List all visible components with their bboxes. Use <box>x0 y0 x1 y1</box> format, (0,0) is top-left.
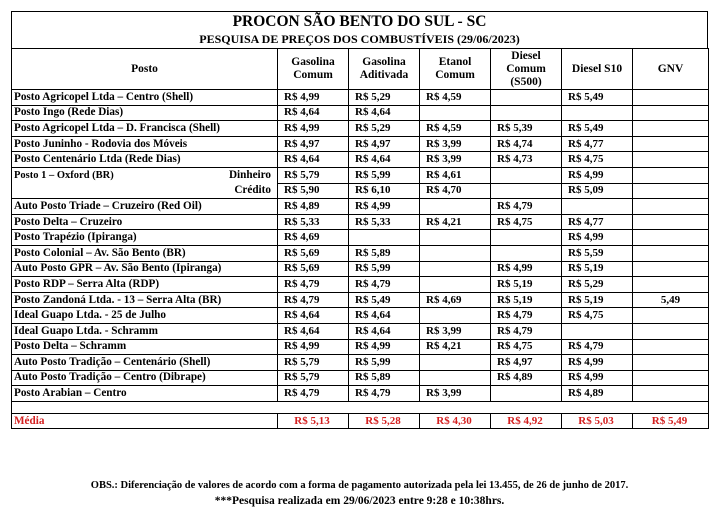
table-row <box>12 355 709 371</box>
price-cell: R$ 4,61 <box>420 167 491 183</box>
station-name: Posto 1 – Oxford (BR) Dinheiro <box>12 167 278 183</box>
table-row <box>12 386 709 402</box>
price-cell: R$ 5,79 <box>278 355 349 371</box>
table-row <box>12 167 709 183</box>
price-cell: R$ 4,75 <box>562 308 633 324</box>
price-cell: R$ 4,73 <box>491 152 562 168</box>
price-cell: R$ 4,79 <box>491 323 562 339</box>
price-cell: R$ 4,21 <box>420 214 491 230</box>
station-name: Posto Trapézio (Ipiranga) <box>12 230 278 246</box>
col-header-diesel-s10: Diesel S10 <box>562 49 633 90</box>
average-label: Média <box>12 413 278 429</box>
price-cell: R$ 5,19 <box>562 292 633 308</box>
price-cell: R$ 5,49 <box>562 121 633 137</box>
price-cell: R$ 4,89 <box>562 386 633 402</box>
price-cell: R$ 4,89 <box>278 199 349 215</box>
price-cell: R$ 4,97 <box>278 136 349 152</box>
price-cell: R$ 4,79 <box>278 292 349 308</box>
price-cell-gnv <box>633 152 709 168</box>
price-cell: R$ 5,49 <box>562 90 633 106</box>
table-row <box>12 323 709 339</box>
survey-footnote: ***Pesquisa realizada em 29/06/2023 entre 9:28 e 10:38hrs. <box>214 495 505 507</box>
price-cell: R$ 5,89 <box>349 370 420 386</box>
table-row <box>12 199 709 215</box>
col-header-gnv: GNV <box>633 49 709 90</box>
table-row <box>12 292 709 308</box>
price-cell: R$ 4,99 <box>562 167 633 183</box>
price-cell <box>491 386 562 402</box>
price-cell: R$ 5,33 <box>349 214 420 230</box>
price-cell: R$ 5,19 <box>562 261 633 277</box>
price-cell-gnv <box>633 105 709 121</box>
price-cell: R$ 4,99 <box>278 339 349 355</box>
price-cell <box>420 277 491 293</box>
price-survey-sheet <box>11 11 708 429</box>
price-cell: R$ 4,64 <box>349 308 420 324</box>
station-name: Posto Juninho - Rodovia dos Móveis <box>12 136 278 152</box>
price-cell: R$ 5,39 <box>491 121 562 137</box>
station-name: Posto Zandoná Ltda. - 13 – Serra Alta (BR) <box>12 292 278 308</box>
price-cell-gnv <box>633 323 709 339</box>
price-cell-gnv <box>633 183 709 199</box>
price-cell: R$ 4,64 <box>278 308 349 324</box>
price-cell: R$ 4,64 <box>349 152 420 168</box>
table-row <box>12 152 709 168</box>
price-cell: R$ 5,89 <box>349 245 420 261</box>
price-cell: R$ 4,69 <box>420 292 491 308</box>
price-cell: R$ 5,33 <box>278 214 349 230</box>
payment-option: Crédito <box>12 183 278 199</box>
price-cell-gnv <box>633 245 709 261</box>
table-row <box>12 105 709 121</box>
price-cell: R$ 4,64 <box>349 105 420 121</box>
table-row <box>12 308 709 324</box>
price-cell: R$ 4,79 <box>491 308 562 324</box>
page-title: PROCON SÃO BENTO DO SUL - SC <box>232 13 487 30</box>
price-cell: R$ 4,75 <box>491 339 562 355</box>
average-row <box>12 413 709 429</box>
col-header-diesel-comum: Diesel Comum (S500) <box>491 49 562 90</box>
obs-note: OBS.: Diferenciação de valores de acordo com a forma de pagamento autorizada pela lei 13.455, de 26 de junho de 2017. <box>90 480 629 491</box>
price-cell-gnv <box>633 308 709 324</box>
price-cell <box>491 230 562 246</box>
price-cell: R$ 4,79 <box>349 277 420 293</box>
price-cell-gnv <box>633 386 709 402</box>
table-row <box>12 277 709 293</box>
price-cell <box>420 261 491 277</box>
price-cell: R$ 4,79 <box>278 277 349 293</box>
table-row <box>12 245 709 261</box>
table-row <box>12 121 709 137</box>
price-cell: R$ 4,59 <box>420 90 491 106</box>
station-name: Posto Agricopel Ltda – Centro (Shell) <box>12 90 278 106</box>
average-value: R$ 5,49 <box>633 413 709 429</box>
price-cell <box>349 230 420 246</box>
price-cell <box>420 105 491 121</box>
price-cell: R$ 4,64 <box>349 323 420 339</box>
table-row <box>12 214 709 230</box>
price-cell: R$ 4,79 <box>349 386 420 402</box>
price-cell-gnv <box>633 121 709 137</box>
price-cell: R$ 5,29 <box>349 90 420 106</box>
price-cell: R$ 5,69 <box>278 245 349 261</box>
price-cell: R$ 5,29 <box>562 277 633 293</box>
price-cell: R$ 5,90 <box>278 183 349 199</box>
price-cell: R$ 5,19 <box>491 277 562 293</box>
col-header-etanol: Etanol Comum <box>420 49 491 90</box>
price-cell: R$ 4,75 <box>562 152 633 168</box>
price-cell: R$ 4,99 <box>349 339 420 355</box>
station-name: Posto Arabian – Centro <box>12 386 278 402</box>
average-value: R$ 5,28 <box>349 413 420 429</box>
price-cell <box>420 308 491 324</box>
price-cell: R$ 5,19 <box>491 292 562 308</box>
price-cell: R$ 5,99 <box>349 167 420 183</box>
price-cell-gnv <box>633 230 709 246</box>
price-cell-gnv <box>633 339 709 355</box>
price-cell <box>562 323 633 339</box>
station-name: Auto Posto Tradição – Centro (Dibrape) <box>12 370 278 386</box>
average-value: R$ 5,03 <box>562 413 633 429</box>
price-cell-gnv <box>633 214 709 230</box>
price-cell: R$ 5,69 <box>278 261 349 277</box>
spacer-row <box>12 401 709 413</box>
station-name: Posto Delta – Schramm <box>12 339 278 355</box>
price-cell: R$ 5,29 <box>349 121 420 137</box>
price-cell: R$ 4,79 <box>491 199 562 215</box>
price-cell: R$ 4,77 <box>562 136 633 152</box>
station-name: Posto Colonial – Av. São Bento (BR) <box>12 245 278 261</box>
price-cell: R$ 5,79 <box>278 167 349 183</box>
price-cell: R$ 4,99 <box>349 199 420 215</box>
average-value: R$ 4,92 <box>491 413 562 429</box>
price-cell <box>491 105 562 121</box>
price-cell: R$ 4,99 <box>278 90 349 106</box>
price-cell: R$ 3,99 <box>420 323 491 339</box>
price-cell: R$ 4,97 <box>349 136 420 152</box>
station-name: Posto Delta – Cruzeiro <box>12 214 278 230</box>
price-cell: R$ 4,79 <box>278 386 349 402</box>
price-cell: R$ 4,74 <box>491 136 562 152</box>
price-cell: R$ 4,21 <box>420 339 491 355</box>
station-name: Ideal Guapo Ltda. - Schramm <box>12 323 278 339</box>
price-cell: R$ 5,99 <box>349 355 420 371</box>
table-row <box>12 183 709 199</box>
station-name: Posto Agricopel Ltda – D. Francisca (Shell) <box>12 121 278 137</box>
price-cell: R$ 4,64 <box>278 323 349 339</box>
payment-option: Dinheiro <box>228 169 271 182</box>
price-cell: R$ 4,70 <box>420 183 491 199</box>
price-cell: R$ 5,49 <box>349 292 420 308</box>
price-cell: R$ 3,99 <box>420 136 491 152</box>
table-row <box>12 90 709 106</box>
price-cell-gnv <box>633 136 709 152</box>
price-cell-gnv <box>633 199 709 215</box>
price-cell: R$ 4,89 <box>491 370 562 386</box>
col-header-posto: Posto <box>12 49 278 90</box>
price-cell <box>420 245 491 261</box>
station-name: Posto Centenário Ltda (Rede Dias) <box>12 152 278 168</box>
price-cell <box>420 370 491 386</box>
col-header-gasolina-aditivada: Gasolina Aditivada <box>349 49 420 90</box>
price-cell-gnv <box>633 261 709 277</box>
page-subtitle: PESQUISA DE PREÇOS DOS COMBUSTÍVEIS (29/06/2023) <box>199 32 520 46</box>
price-table <box>11 48 709 429</box>
price-cell: R$ 4,99 <box>491 261 562 277</box>
price-cell-gnv <box>633 167 709 183</box>
table-row <box>12 230 709 246</box>
price-cell: R$ 4,79 <box>562 339 633 355</box>
price-cell-gnv <box>633 277 709 293</box>
price-cell <box>420 230 491 246</box>
table-row <box>12 261 709 277</box>
price-cell <box>562 105 633 121</box>
price-cell: R$ 4,59 <box>420 121 491 137</box>
station-name: Auto Posto Triade – Cruzeiro (Red Oil) <box>12 199 278 215</box>
price-cell-gnv <box>633 370 709 386</box>
price-cell <box>420 199 491 215</box>
table-row <box>12 370 709 386</box>
price-cell <box>491 167 562 183</box>
price-cell: R$ 4,99 <box>562 230 633 246</box>
table-row <box>12 339 709 355</box>
average-value: R$ 4,30 <box>420 413 491 429</box>
price-cell <box>491 90 562 106</box>
price-cell: R$ 6,10 <box>349 183 420 199</box>
station-name: Posto RDP – Serra Alta (RDP) <box>12 277 278 293</box>
price-cell-gnv: 5,49 <box>633 292 709 308</box>
price-cell <box>562 199 633 215</box>
price-cell: R$ 4,75 <box>491 214 562 230</box>
station-name: Ideal Guapo Ltda. - 25 de Julho <box>12 308 278 324</box>
table-row <box>12 136 709 152</box>
price-cell: R$ 5,59 <box>562 245 633 261</box>
price-cell <box>420 355 491 371</box>
price-cell-gnv <box>633 355 709 371</box>
price-cell: R$ 4,99 <box>562 355 633 371</box>
price-cell: R$ 4,97 <box>491 355 562 371</box>
station-name: Posto Ingo (Rede Dias) <box>12 105 278 121</box>
price-cell: R$ 4,99 <box>278 121 349 137</box>
price-cell <box>491 245 562 261</box>
price-cell: R$ 4,64 <box>278 152 349 168</box>
table-header-row <box>12 49 709 90</box>
col-header-gasolina-comum: Gasolina Comum <box>278 49 349 90</box>
station-name: Auto Posto GPR – Av. São Bento (Ipiranga) <box>12 261 278 277</box>
price-cell: R$ 5,09 <box>562 183 633 199</box>
price-cell-gnv <box>633 90 709 106</box>
price-cell: R$ 4,77 <box>562 214 633 230</box>
title-box <box>11 11 708 48</box>
price-cell: R$ 5,99 <box>349 261 420 277</box>
price-cell: R$ 4,99 <box>562 370 633 386</box>
station-name: Auto Posto Tradição – Centenário (Shell) <box>12 355 278 371</box>
price-cell: R$ 4,69 <box>278 230 349 246</box>
price-cell: R$ 5,79 <box>278 370 349 386</box>
price-cell: R$ 3,99 <box>420 386 491 402</box>
average-value: R$ 5,13 <box>278 413 349 429</box>
price-cell <box>491 183 562 199</box>
price-cell: R$ 4,64 <box>278 105 349 121</box>
price-cell: R$ 3,99 <box>420 152 491 168</box>
